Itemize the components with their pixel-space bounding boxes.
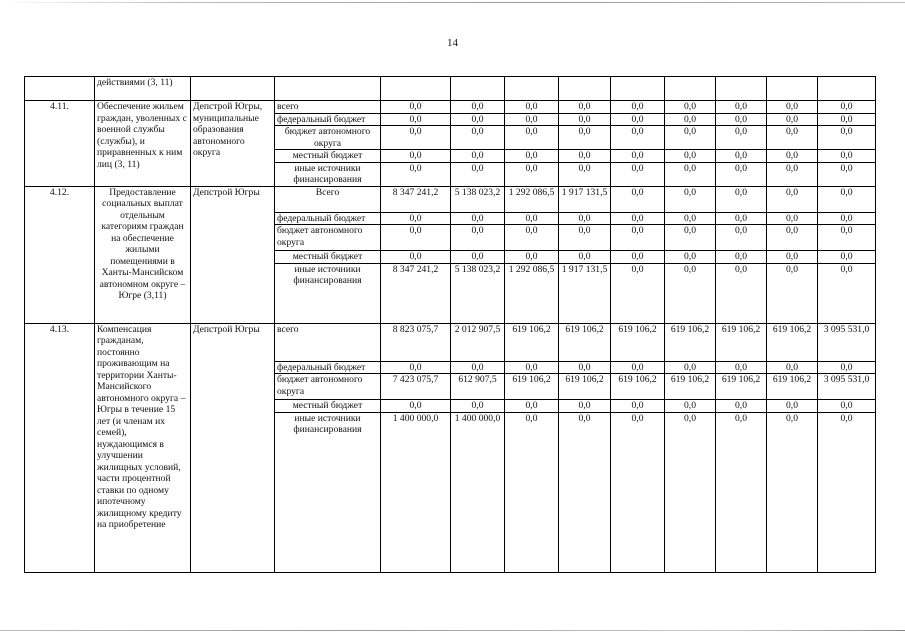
amount-cell: 0,0 (505, 150, 559, 163)
amount-cell: 0,0 (665, 150, 716, 163)
amount-cell: 0,0 (381, 126, 451, 150)
amount-cell: 0,0 (381, 113, 451, 126)
amount-cell: 619 106,2 (767, 374, 818, 400)
amount-cell: 619 106,2 (559, 374, 611, 400)
amount-cell: 0,0 (451, 251, 505, 264)
amount-cell: 0,0 (451, 361, 505, 374)
amount-cell: 0,0 (767, 412, 818, 572)
amount-cell: 0,0 (818, 186, 876, 212)
amount-cell: 0,0 (451, 126, 505, 150)
amount-cell: 0,0 (818, 212, 876, 225)
activity-name-cell: Предоставление социальных выплат отдельным категориям граждан на обеспечение жилыми помещениями в Ханты-Мансийском автономном округе – Югре (3,11) (95, 186, 191, 323)
amount-cell: 1 400 000,0 (381, 412, 451, 572)
amount-cell: 0,0 (451, 400, 505, 413)
amount-cell: 619 106,2 (505, 323, 559, 361)
amount-cell: 0,0 (665, 251, 716, 264)
amount-cell: 0,0 (716, 212, 767, 225)
executor-cell: Депстрой Югры (191, 186, 275, 323)
amount-cell: 1 400 000,0 (451, 412, 505, 572)
activity-name-cell: действиями (3, 11) (95, 77, 191, 101)
activity-name-cell: Обеспечение жильем граждан, уволенных с военной службы (службы), и приравненных к ним лиц (3, 11) (95, 101, 191, 187)
amount-cell: 0,0 (611, 150, 665, 163)
amount-cell: 0,0 (559, 361, 611, 374)
amount-cell: 0,0 (716, 186, 767, 212)
amount-cell: 0,0 (381, 251, 451, 264)
amount-cell: 0,0 (381, 101, 451, 114)
amount-cell: 0,0 (818, 361, 876, 374)
amount-cell: 0,0 (451, 101, 505, 114)
amount-cell: 0,0 (611, 101, 665, 114)
amount-cell: 0,0 (381, 150, 451, 163)
amount-cell: 3 095 531,0 (818, 374, 876, 400)
amount-cell: 0,0 (716, 113, 767, 126)
amount-cell: 619 106,2 (716, 323, 767, 361)
page-number: 14 (447, 37, 458, 49)
table-row-r413-0 (25, 323, 876, 361)
funding-source-cell: бюджет автономного округа (275, 374, 381, 400)
empty-cell (505, 77, 559, 101)
funding-source-cell: федеральный бюджет (275, 361, 381, 374)
amount-cell: 0,0 (767, 150, 818, 163)
amount-cell: 0,0 (767, 186, 818, 212)
amount-cell: 619 106,2 (767, 323, 818, 361)
amount-cell: 0,0 (767, 263, 818, 323)
amount-cell: 0,0 (767, 162, 818, 186)
amount-cell: 0,0 (559, 113, 611, 126)
amount-cell: 0,0 (451, 113, 505, 126)
funding-source-cell: местный бюджет (275, 150, 381, 163)
amount-cell: 0,0 (665, 113, 716, 126)
amount-cell: 0,0 (716, 101, 767, 114)
amount-cell: 1 292 086,5 (505, 263, 559, 323)
amount-cell: 619 106,2 (665, 323, 716, 361)
amount-cell: 0,0 (818, 412, 876, 572)
amount-cell: 0,0 (559, 126, 611, 150)
empty-cell (381, 77, 451, 101)
amount-cell: 0,0 (716, 412, 767, 572)
amount-cell: 0,0 (716, 251, 767, 264)
empty-cell (665, 77, 716, 101)
row-number-cell: 4.11. (25, 101, 95, 187)
funding-source-cell: всего (275, 323, 381, 361)
amount-cell: 0,0 (611, 225, 665, 251)
amount-cell: 0,0 (716, 225, 767, 251)
amount-cell: 0,0 (818, 126, 876, 150)
amount-cell: 0,0 (767, 212, 818, 225)
empty-cell (559, 77, 611, 101)
amount-cell: 0,0 (665, 361, 716, 374)
table-row-r411-0 (25, 101, 876, 114)
amount-cell: 0,0 (559, 225, 611, 251)
amount-cell: 0,0 (611, 186, 665, 212)
amount-cell: 8 347 241,2 (381, 263, 451, 323)
amount-cell: 0,0 (505, 412, 559, 572)
amount-cell: 0,0 (767, 113, 818, 126)
amount-cell: 0,0 (767, 126, 818, 150)
amount-cell: 1 917 131,5 (559, 186, 611, 212)
amount-cell: 0,0 (767, 101, 818, 114)
funding-source-cell: иные источники финансирования (275, 412, 381, 572)
amount-cell: 0,0 (665, 263, 716, 323)
amount-cell: 0,0 (611, 212, 665, 225)
amount-cell: 0,0 (381, 162, 451, 186)
amount-cell: 0,0 (381, 361, 451, 374)
scan-edge-bottom (0, 630, 905, 631)
amount-cell: 0,0 (767, 361, 818, 374)
amount-cell: 0,0 (505, 361, 559, 374)
amount-cell: 0,0 (611, 400, 665, 413)
amount-cell: 0,0 (505, 212, 559, 225)
amount-cell: 0,0 (451, 212, 505, 225)
amount-cell: 5 138 023,2 (451, 186, 505, 212)
amount-cell: 0,0 (559, 412, 611, 572)
amount-cell: 0,0 (665, 162, 716, 186)
funding-source-cell: местный бюджет (275, 400, 381, 413)
amount-cell: 0,0 (381, 225, 451, 251)
amount-cell: 0,0 (665, 400, 716, 413)
amount-cell: 0,0 (505, 126, 559, 150)
amount-cell: 0,0 (559, 162, 611, 186)
funding-source-cell: иные источники финансирования (275, 263, 381, 323)
amount-cell: 0,0 (767, 225, 818, 251)
amount-cell: 0,0 (505, 400, 559, 413)
amount-cell: 0,0 (611, 113, 665, 126)
amount-cell: 0,0 (665, 101, 716, 114)
amount-cell: 0,0 (665, 212, 716, 225)
amount-cell: 0,0 (665, 412, 716, 572)
amount-cell: 0,0 (818, 225, 876, 251)
empty-cell (767, 77, 818, 101)
amount-cell: 0,0 (665, 225, 716, 251)
amount-cell: 0,0 (451, 162, 505, 186)
funding-source-cell: иные источники финансирования (275, 162, 381, 186)
amount-cell: 0,0 (451, 150, 505, 163)
program-activities-table (24, 76, 876, 573)
empty-cell (275, 77, 381, 101)
amount-cell: 0,0 (451, 225, 505, 251)
amount-cell: 619 106,2 (611, 323, 665, 361)
amount-cell: 0,0 (716, 400, 767, 413)
amount-cell: 612 907,5 (451, 374, 505, 400)
amount-cell: 0,0 (611, 361, 665, 374)
amount-cell: 0,0 (818, 101, 876, 114)
amount-cell: 8 823 075,7 (381, 323, 451, 361)
amount-cell: 0,0 (505, 162, 559, 186)
amount-cell: 0,0 (767, 251, 818, 264)
amount-cell: 619 106,2 (611, 374, 665, 400)
empty-cell (716, 77, 767, 101)
funding-source-cell: федеральный бюджет (275, 212, 381, 225)
amount-cell: 0,0 (818, 150, 876, 163)
empty-cell (451, 77, 505, 101)
amount-cell: 0,0 (559, 101, 611, 114)
amount-cell: 0,0 (716, 361, 767, 374)
empty-cell (611, 77, 665, 101)
amount-cell: 619 106,2 (505, 374, 559, 400)
amount-cell: 0,0 (716, 263, 767, 323)
amount-cell: 0,0 (767, 400, 818, 413)
funding-source-cell: местный бюджет (275, 251, 381, 264)
funding-source-cell: бюджет автономного округа (275, 126, 381, 150)
amount-cell: 7 423 075,7 (381, 374, 451, 400)
amount-cell: 0,0 (505, 101, 559, 114)
amount-cell: 5 138 023,2 (451, 263, 505, 323)
amount-cell: 0,0 (818, 113, 876, 126)
amount-cell: 0,0 (611, 263, 665, 323)
amount-cell: 619 106,2 (716, 374, 767, 400)
amount-cell: 0,0 (505, 225, 559, 251)
amount-cell: 0,0 (818, 162, 876, 186)
amount-cell: 0,0 (611, 412, 665, 572)
amount-cell: 3 095 531,0 (818, 323, 876, 361)
amount-cell: 0,0 (559, 400, 611, 413)
amount-cell: 1 292 086,5 (505, 186, 559, 212)
amount-cell: 0,0 (611, 251, 665, 264)
amount-cell: 0,0 (818, 251, 876, 264)
row-number-cell (25, 77, 95, 101)
amount-cell: 8 347 241,2 (381, 186, 451, 212)
amount-cell: 2 012 907,5 (451, 323, 505, 361)
funding-source-cell: Всего (275, 186, 381, 212)
amount-cell: 0,0 (818, 400, 876, 413)
amount-cell: 0,0 (665, 186, 716, 212)
row-number-cell: 4.12. (25, 186, 95, 323)
scan-edge-top (0, 2, 905, 3)
executor-cell: Депстрой Югры (191, 323, 275, 572)
amount-cell: 0,0 (505, 113, 559, 126)
funding-source-cell: всего (275, 101, 381, 114)
amount-cell: 0,0 (611, 162, 665, 186)
row-number-cell: 4.13. (25, 323, 95, 572)
amount-cell: 0,0 (665, 126, 716, 150)
funding-source-cell: федеральный бюджет (275, 113, 381, 126)
amount-cell: 619 106,2 (559, 323, 611, 361)
amount-cell: 0,0 (611, 126, 665, 150)
empty-cell (818, 77, 876, 101)
amount-cell: 0,0 (381, 212, 451, 225)
amount-cell: 0,0 (716, 126, 767, 150)
amount-cell: 1 917 131,5 (559, 263, 611, 323)
table-row-continuation (25, 77, 876, 101)
amount-cell: 0,0 (559, 150, 611, 163)
amount-cell: 0,0 (381, 400, 451, 413)
amount-cell: 0,0 (505, 251, 559, 264)
amount-cell: 0,0 (716, 162, 767, 186)
executor-cell: Депстрой Югры, муниципальные образования автономного округа (191, 101, 275, 187)
activity-name-cell: Компенсация гражданам, постоянно проживающим на территории Ханты-Мансийского автономного округа – Югры в течение 15 лет (и членам их семей), нуждающимся в улучшении жилищных условий, части процентной ставки по одному ипотечному жилищному кредиту на приобретение (95, 323, 191, 572)
amount-cell: 0,0 (818, 263, 876, 323)
amount-cell: 0,0 (559, 251, 611, 264)
empty-cell (191, 77, 275, 101)
funding-source-cell: бюджет автономного округа (275, 225, 381, 251)
table-row-r412-0 (25, 186, 876, 212)
amount-cell: 0,0 (716, 150, 767, 163)
amount-cell: 0,0 (559, 212, 611, 225)
amount-cell: 619 106,2 (665, 374, 716, 400)
